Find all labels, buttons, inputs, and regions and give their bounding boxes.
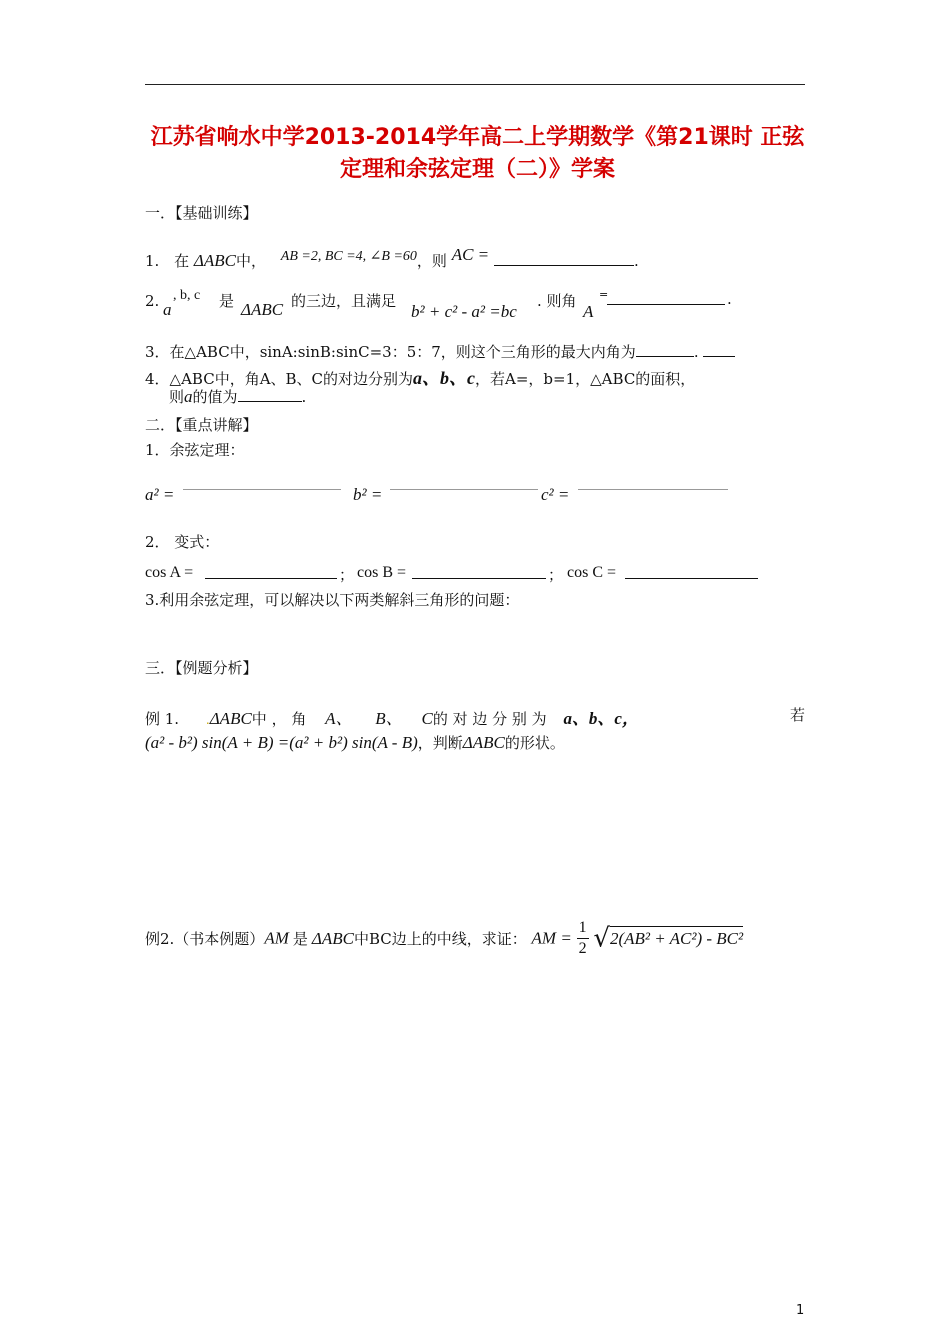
section3-heading: 三．【例题分析】 <box>145 659 258 677</box>
q4-abc: a、b、c <box>413 368 476 388</box>
q2-triangle: ΔABC <box>241 300 284 319</box>
q1-num: 1. <box>145 252 160 270</box>
section2-heading: 二．【重点讲解】 <box>145 416 258 434</box>
page-number: 1 <box>796 1303 805 1318</box>
cosine-uses-label: 3.利用余弦定理，可以解决以下两类解斜三角形的问题： <box>145 591 520 609</box>
q4-post: ，若A=，b=1，△ABC的面积， <box>475 370 696 388</box>
ex2-lhs: AM = <box>531 928 572 948</box>
q1-then: ，则 <box>416 252 447 270</box>
sep-1: ； <box>339 566 355 584</box>
q3-end: . <box>693 343 699 361</box>
q2-eq: = <box>599 288 609 301</box>
ex1-shape: 的形状。 <box>504 734 565 752</box>
ex1-judge: ，判断 <box>417 734 463 752</box>
ex1-angle-A: A、 <box>325 709 353 728</box>
q2-end: . <box>727 290 732 308</box>
q2-is: 是 <box>219 292 235 310</box>
top-rule <box>145 84 805 85</box>
q2-num: 2. <box>145 292 160 310</box>
ex2-fraction <box>577 918 589 959</box>
variant-cosA-line[interactable] <box>205 578 337 579</box>
formula-a2: a² = <box>145 485 175 504</box>
ex1-angle-B: B、 <box>375 709 403 728</box>
q4-line2-pre: 则 <box>169 388 185 406</box>
q4-line2-post: 的值为 <box>192 388 238 406</box>
ex1-dot: . <box>205 713 210 727</box>
formula-c2-line <box>578 489 728 490</box>
q4-pre: 4．△ABC中，角A、B、C的对边分别为 <box>145 370 414 388</box>
question-1 <box>145 245 639 271</box>
formula-b2-line <box>390 489 538 490</box>
ex2-am: AM <box>264 928 289 948</box>
ex1-abc: a、b、c， <box>563 709 639 728</box>
ex1-if: 若 <box>789 706 805 724</box>
question-2 <box>145 288 805 328</box>
cosine-law-label: 1．余弦定理： <box>145 441 245 459</box>
page-title: 江苏省响水中学2013-2014学年高二上学期数学《第21课时 正弦定理和余弦定理（二）》学案 <box>150 125 805 182</box>
example-1-line2 <box>145 732 565 753</box>
ex2-text: 中BC边上的中线，求证： <box>353 930 527 948</box>
q1-pre: 在 <box>174 252 190 270</box>
question-4-line2 <box>169 386 306 407</box>
ex2-numerator: 1 <box>577 918 589 939</box>
q1-mid: 中， <box>235 252 266 270</box>
q3-answer-blank[interactable] <box>636 342 694 357</box>
q2-answer-blank[interactable] <box>607 290 725 305</box>
formula-c2: c² = <box>541 485 570 504</box>
formula-a2-line <box>183 489 341 490</box>
ex2-radicand: 2(AB² + AC²) - BC² <box>610 926 743 948</box>
q1-ac: AC = <box>451 245 490 264</box>
ex1-text2: 的 对 边 分 别 为 <box>432 710 547 728</box>
q4-a: a <box>184 387 193 406</box>
sep-2: ； <box>548 566 564 584</box>
ex2-triangle: ΔABC <box>311 928 354 948</box>
q2-expression: b² + c² - a² =bc <box>411 302 517 321</box>
ex1-label: 例 1. <box>145 710 180 728</box>
ex2-label: 例2.（书本例题） <box>145 930 265 948</box>
q2-angle: A <box>583 302 594 321</box>
ex2-sqrt-sign: √ <box>593 923 610 954</box>
variant-cosB-line[interactable] <box>412 578 546 579</box>
formula-b2: b² = <box>353 485 383 504</box>
q1-condition: AB =2, BC =4, ∠B =60 <box>280 249 417 264</box>
q2-then: . 则角 <box>537 292 577 310</box>
q2-text: 的三边，且满足 <box>291 292 397 310</box>
variant-cosC-line[interactable] <box>625 578 758 579</box>
ex2-denominator: 2 <box>578 940 587 957</box>
variants-label: 2． 变式： <box>145 533 220 551</box>
ex1-angle-C: C <box>421 709 433 728</box>
q1-triangle: ΔABC <box>193 251 236 270</box>
ex2-is: 是 <box>292 930 308 948</box>
example-2 <box>145 918 743 959</box>
q3-text: 3．在△ABC中，sinA:sinB:sinC=3：5：7，则这个三角形的最大内角为 <box>145 343 636 361</box>
q4-answer-blank[interactable] <box>238 387 302 402</box>
section1-heading: 一．【基础训练】 <box>145 204 258 222</box>
q2-vars-bc: , b, c <box>173 288 201 303</box>
variant-cosB: cos B = <box>357 564 407 581</box>
ex1-expression: (a² - b²) sin(A + B) =(a² + b²) sin(A - B) <box>145 733 418 752</box>
ex1-text1: 中 ， 角 <box>251 710 307 728</box>
q4-end: . <box>301 388 307 406</box>
ex1-triangle: ΔABC <box>209 709 252 728</box>
q3-trailing-line <box>703 342 735 357</box>
variant-cosC: cos C = <box>567 564 617 581</box>
q1-answer-blank[interactable] <box>494 251 634 266</box>
q2-var-a: a <box>163 300 172 319</box>
variant-cosA: cos A = <box>145 564 194 581</box>
ex1-triangle-2: ΔABC <box>462 733 505 752</box>
example-1-line1 <box>145 704 805 729</box>
q1-end: . <box>633 252 639 270</box>
question-3 <box>145 341 735 362</box>
